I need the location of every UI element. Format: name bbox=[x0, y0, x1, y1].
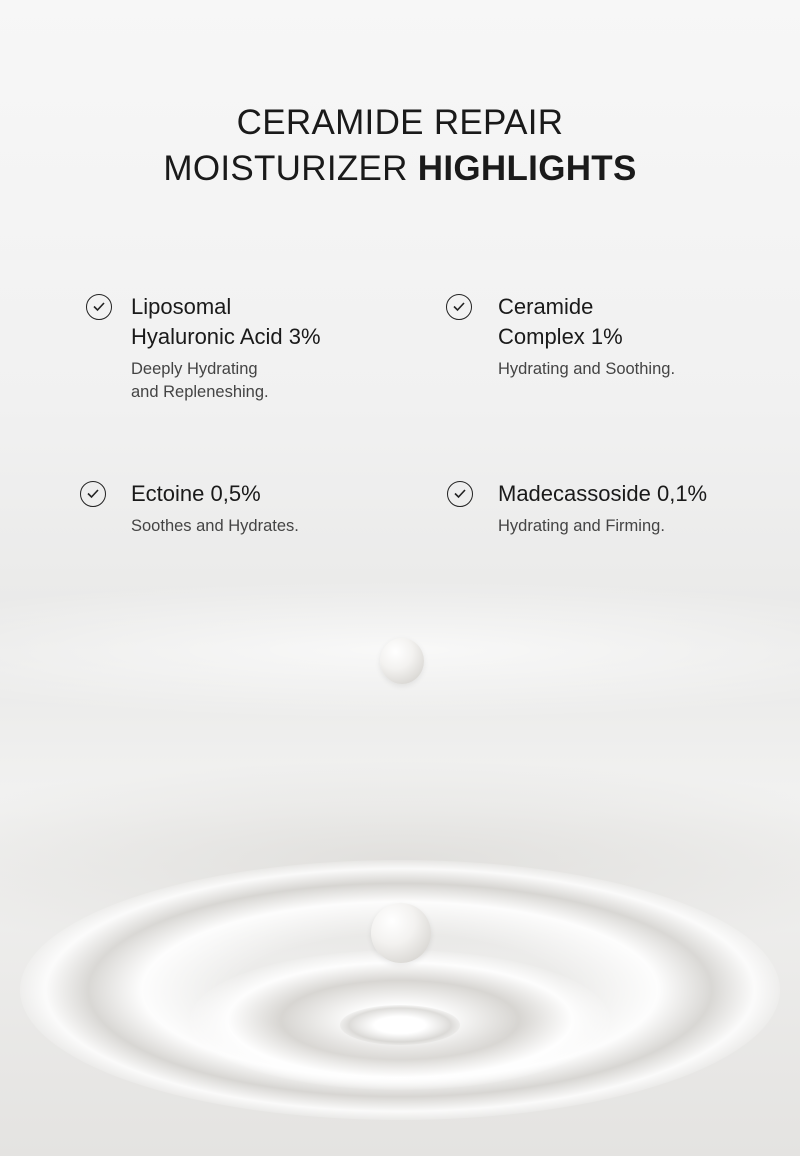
highlight-name: Ceramide Complex 1% bbox=[498, 294, 623, 349]
title-line-2 bbox=[0, 146, 800, 192]
highlight-description: Deeply Hydrating and Repleneshing. bbox=[131, 360, 269, 401]
highlight-description: Hydrating and Firming. bbox=[498, 517, 665, 535]
highlight-name: Liposomal Hyaluronic Acid 3% bbox=[131, 294, 321, 349]
highlight-description: Soothes and Hydrates. bbox=[131, 517, 299, 535]
title-bold: HIGHLIGHTS bbox=[417, 149, 637, 188]
page-title bbox=[0, 100, 800, 192]
check-circle-icon bbox=[446, 294, 472, 320]
highlight-item bbox=[446, 292, 675, 381]
title-line-1: CERAMIDE REPAIR bbox=[236, 103, 564, 142]
check-circle-icon bbox=[80, 481, 106, 507]
highlight-name: Ectoine 0,5% bbox=[131, 481, 261, 506]
milk-droplet bbox=[371, 903, 431, 963]
title-light: MOISTURIZER bbox=[163, 149, 408, 188]
milk-droplet bbox=[380, 638, 424, 684]
highlight-description: Hydrating and Soothing. bbox=[498, 360, 676, 378]
highlight-name: Madecassoside 0,1% bbox=[498, 481, 708, 506]
highlight-item bbox=[86, 292, 321, 404]
check-circle-icon bbox=[447, 481, 473, 507]
check-circle-icon bbox=[86, 294, 112, 320]
highlight-item bbox=[80, 479, 299, 538]
highlight-item bbox=[447, 479, 707, 538]
